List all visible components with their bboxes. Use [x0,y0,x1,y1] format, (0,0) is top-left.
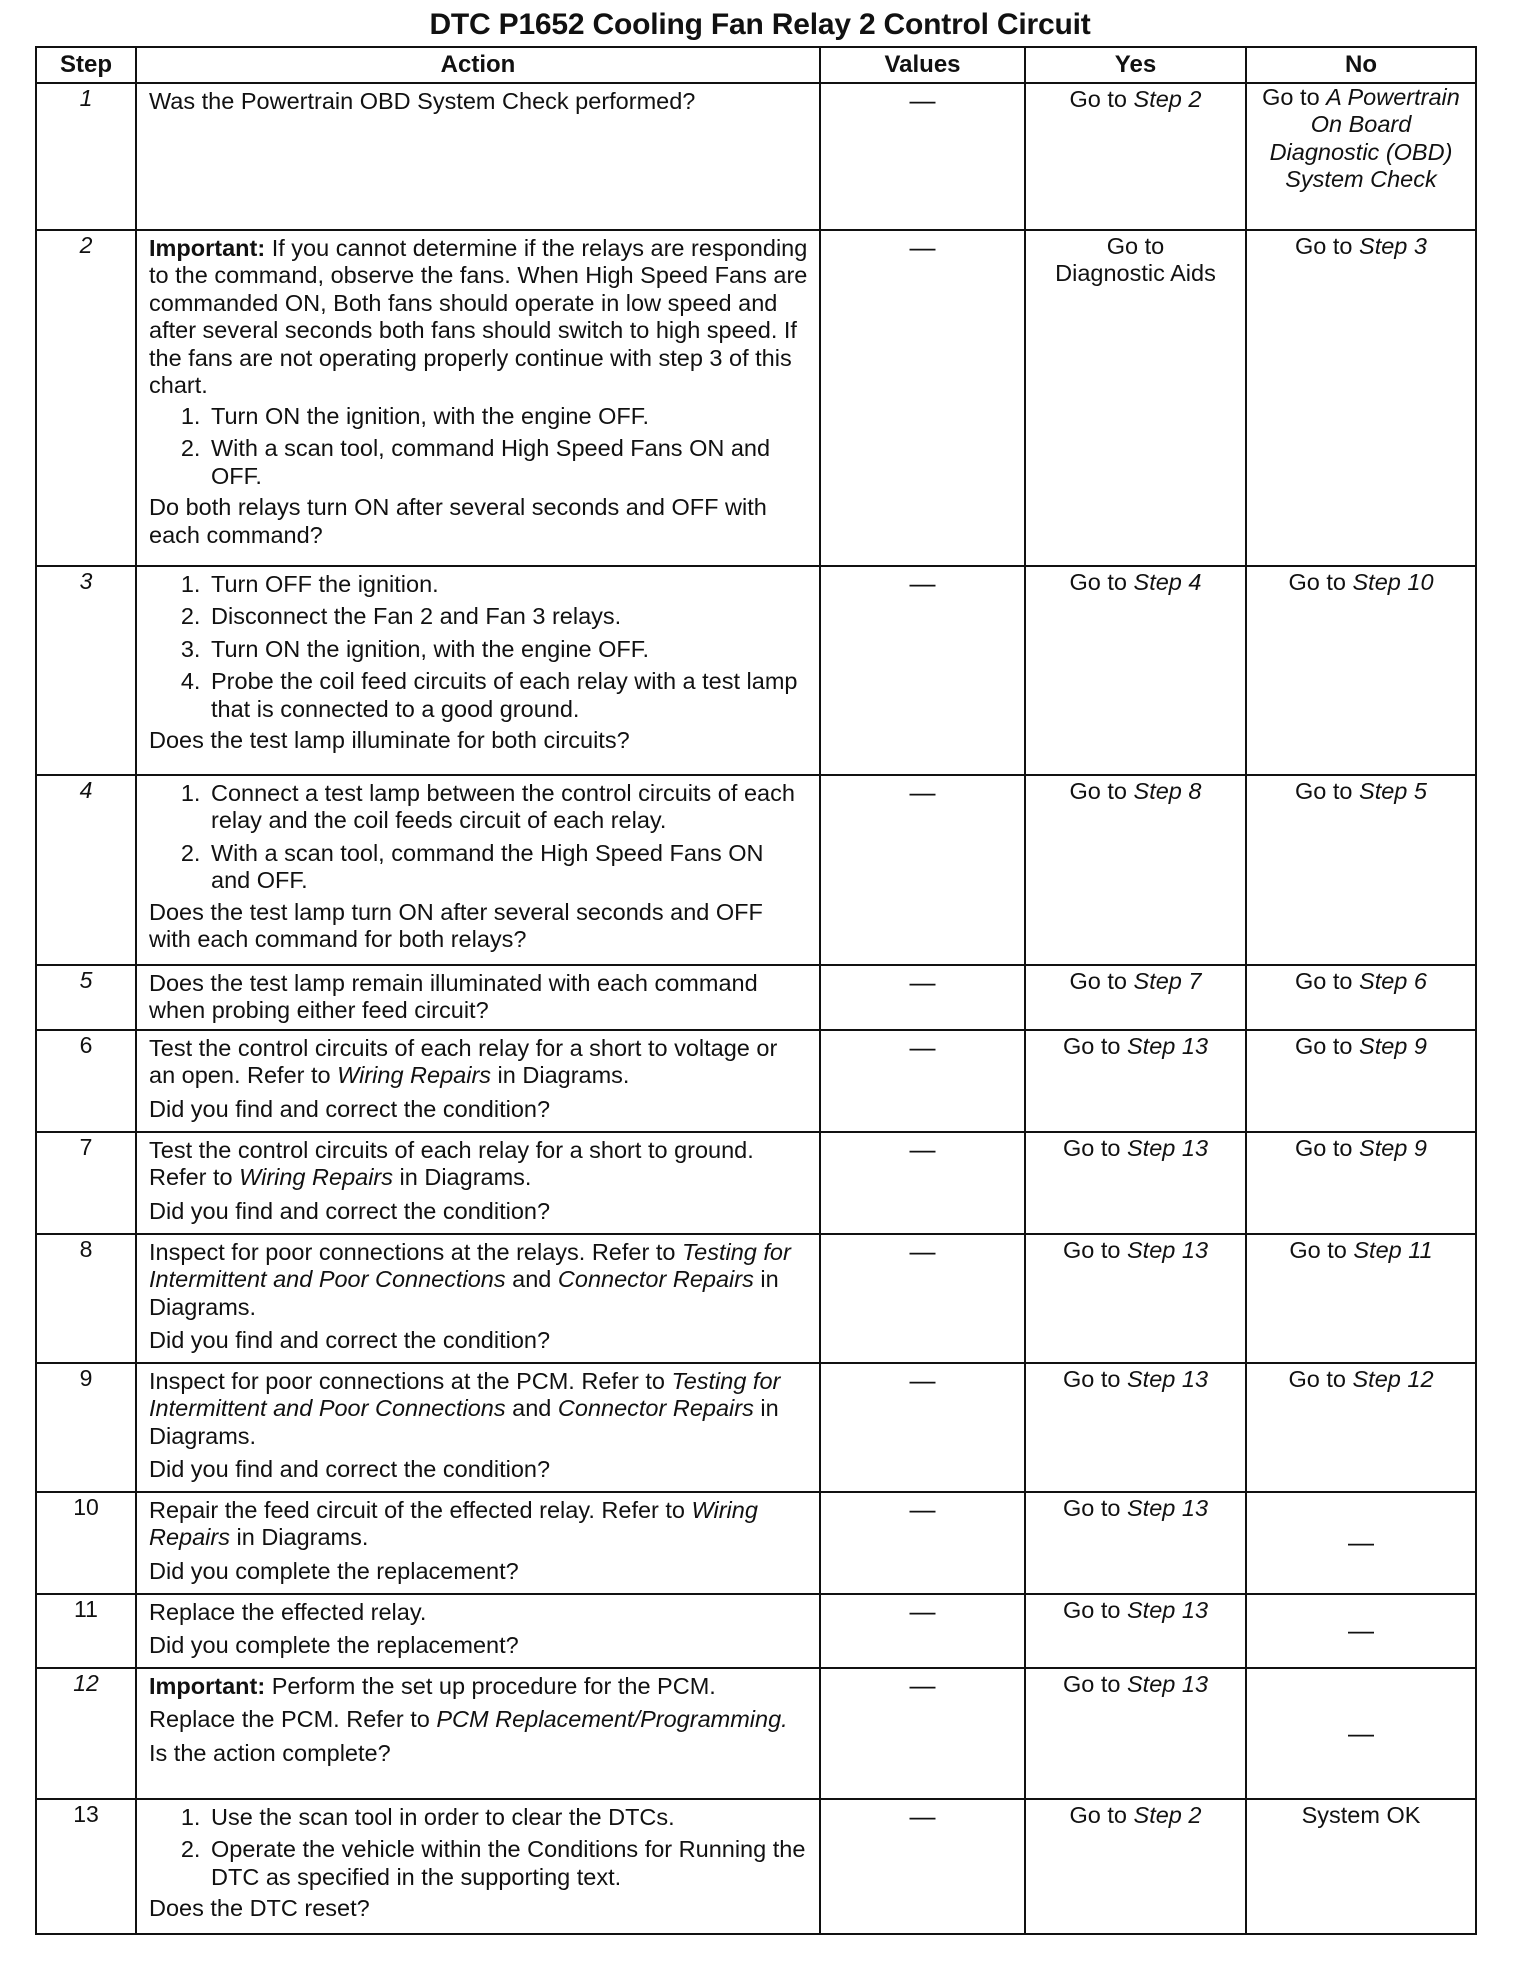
step-number: 7 [36,1132,136,1234]
step-number: 13 [36,1799,136,1934]
action-cell [136,1030,820,1132]
action-cell [136,566,820,775]
yes-cell: Go to Step 2 [1025,1799,1246,1934]
procedure-list [149,403,809,490]
action-instruction: Replace the effected relay. [149,1599,427,1625]
list-item: 2. Disconnect the Fan 2 and Fan 3 relays. [207,603,809,630]
list-item: 2. Operate the vehicle within the Conditions for Running the DTC as specified in the supporting text. [207,1836,809,1891]
step-number: 3 [36,566,136,775]
no-cell: Go to Step 3 [1246,230,1476,566]
list-item: 4. Probe the coil feed circuits of each relay with a test lamp that is connected to a good ground. [207,668,809,723]
step-number: 8 [36,1234,136,1363]
no-cell: — [1246,1668,1476,1799]
action-question: Did you find and correct the condition? [149,1197,551,1224]
action-question: Does the DTC reset? [149,1895,370,1922]
action-question: Did you find and correct the condition? [149,1095,551,1122]
action-instruction: Test the control circuits of each relay for a short to voltage or an open. Refer to Wiring Repairs in Diagrams. [149,1035,778,1089]
table-row [36,775,1476,965]
step-number: 9 [36,1363,136,1492]
value-cell: — [820,1492,1025,1594]
yes-cell: Go to Step 13 [1025,1668,1246,1799]
value-cell: — [820,1363,1025,1492]
action-cell [136,1132,820,1234]
yes-cell: Go to Step 13 [1025,1594,1246,1668]
no-cell: — [1246,1492,1476,1594]
list-item: 1. Use the scan tool in order to clear the DTCs. [207,1804,809,1831]
diagnostic-table [35,46,1477,1935]
procedure-list [149,1804,809,1891]
action-instruction: Test the control circuits of each relay for a short to ground. Refer to Wiring Repairs in Diagrams. [149,1137,754,1191]
action-cell [136,83,820,230]
yes-cell: Go to Step 13 [1025,1132,1246,1234]
action-question: Did you find and correct the condition? [149,1327,551,1354]
col-header-step: Step [36,47,136,83]
step-number: 5 [36,965,136,1030]
value-cell: — [820,965,1025,1030]
list-item: 1. Turn ON the ignition, with the engine OFF. [207,403,809,430]
action-question: Was the Powertrain OBD System Check performed? [149,88,696,114]
value-cell: — [820,566,1025,775]
action-cell [136,1799,820,1934]
list-item: 2. With a scan tool, command the High Speed Fans ON and OFF. [207,840,809,895]
action-instruction: Repair the feed circuit of the effected relay. Refer to Wiring Repairs in Diagrams. [149,1497,758,1551]
step-number: 12 [36,1668,136,1799]
table-row [36,965,1476,1030]
yes-cell: Go to Step 13 [1025,1030,1246,1132]
action-question: Do both relays turn ON after several seconds and OFF with each command? [149,494,767,548]
table-header-row [36,47,1476,83]
yes-cell: Go to Step 13 [1025,1234,1246,1363]
action-instruction: Inspect for poor connections at the relays. Refer to Testing for Intermittent and Poor Connections and Connector Repairs in Diagrams. [149,1239,791,1320]
no-cell: Go to Step 10 [1246,566,1476,775]
yes-cell: Go to Step 8 [1025,775,1246,965]
no-cell: Go to Step 11 [1246,1234,1476,1363]
value-cell: — [820,1132,1025,1234]
yes-cell: Go to Step 7 [1025,965,1246,1030]
no-cell: Go to Step 12 [1246,1363,1476,1492]
table-row [36,1668,1476,1799]
list-item: 1. Turn OFF the ignition. [207,571,809,598]
action-question: Does the test lamp turn ON after several seconds and OFF with each command for both relays? [149,898,763,953]
action-question: Does the test lamp remain illuminated with each command when probing either feed circuit? [149,970,758,1024]
procedure-list [149,571,809,723]
action-question: Did you find and correct the condition? [149,1456,551,1483]
step-number: 11 [36,1594,136,1668]
table-row [36,1030,1476,1132]
value-cell: — [820,1668,1025,1799]
yes-cell: Go to Step 4 [1025,566,1246,775]
procedure-list [149,780,809,895]
yes-cell: Go to Step 13 [1025,1492,1246,1594]
table-row [36,1234,1476,1363]
important-note: Important: Perform the set up procedure for the PCM. [149,1673,716,1699]
value-cell: — [820,1030,1025,1132]
important-note: Important: If you cannot determine if the relays are responding to the command, observe the fans. When High Speed Fans are commanded ON, Both fans should operate in low speed and after several seconds both fans should switch to high speed. If the fans are not operating properly continue with step 3 of this chart. [149,235,808,399]
value-cell: — [820,230,1025,566]
action-question: Is the action complete? [149,1739,391,1766]
table-row [36,83,1476,230]
col-header-no: No [1246,47,1476,83]
action-cell [136,1234,820,1363]
action-cell [136,1594,820,1668]
action-instruction: Replace the PCM. Refer to PCM Replacement/Programming. [149,1706,788,1733]
value-cell: — [820,1799,1025,1934]
action-cell [136,1668,820,1799]
page-title: DTC P1652 Cooling Fan Relay 2 Control Circuit [429,8,1091,41]
action-question: Did you complete the replacement? [149,1632,519,1659]
table-row [36,1132,1476,1234]
action-cell [136,230,820,566]
value-cell: — [820,83,1025,230]
table-row [36,1363,1476,1492]
action-cell [136,965,820,1030]
no-cell: Go to Step 6 [1246,965,1476,1030]
table-row [36,1594,1476,1668]
action-cell [136,775,820,965]
col-header-values: Values [820,47,1025,83]
no-cell: System OK [1246,1799,1476,1934]
action-question: Does the test lamp illuminate for both circuits? [149,727,630,754]
table-row [36,566,1476,775]
value-cell: — [820,1594,1025,1668]
action-cell [136,1363,820,1492]
yes-cell: Go to Step 2 [1025,83,1246,230]
yes-cell: Go to Step 13 [1025,1363,1246,1492]
yes-cell: Go to Diagnostic Aids [1025,230,1246,566]
step-number: 10 [36,1492,136,1594]
action-question: Did you complete the replacement? [149,1557,519,1584]
action-instruction: Inspect for poor connections at the PCM. Refer to Testing for Intermittent and Poor Connections and Connector Repairs in Diagrams. [149,1368,781,1449]
table-row [36,1492,1476,1594]
step-number: 2 [36,230,136,566]
list-item: 1. Connect a test lamp between the control circuits of each relay and the coil feeds circuit of each relay. [207,780,809,835]
table-row [36,1799,1476,1934]
value-cell: — [820,1234,1025,1363]
list-item: 2. With a scan tool, command High Speed Fans ON and OFF. [207,435,809,490]
list-item: 3. Turn ON the ignition, with the engine OFF. [207,636,809,663]
step-number: 1 [36,83,136,230]
no-cell: Go to A Powertrain On Board Diagnostic (OBD) System Check [1246,83,1476,230]
col-header-yes: Yes [1025,47,1246,83]
no-cell: Go to Step 9 [1246,1030,1476,1132]
value-cell: — [820,775,1025,965]
step-number: 4 [36,775,136,965]
step-number: 6 [36,1030,136,1132]
no-cell: Go to Step 9 [1246,1132,1476,1234]
no-cell: Go to Step 5 [1246,775,1476,965]
col-header-action: Action [136,47,820,83]
no-cell: — [1246,1594,1476,1668]
table-row [36,230,1476,566]
action-cell [136,1492,820,1594]
